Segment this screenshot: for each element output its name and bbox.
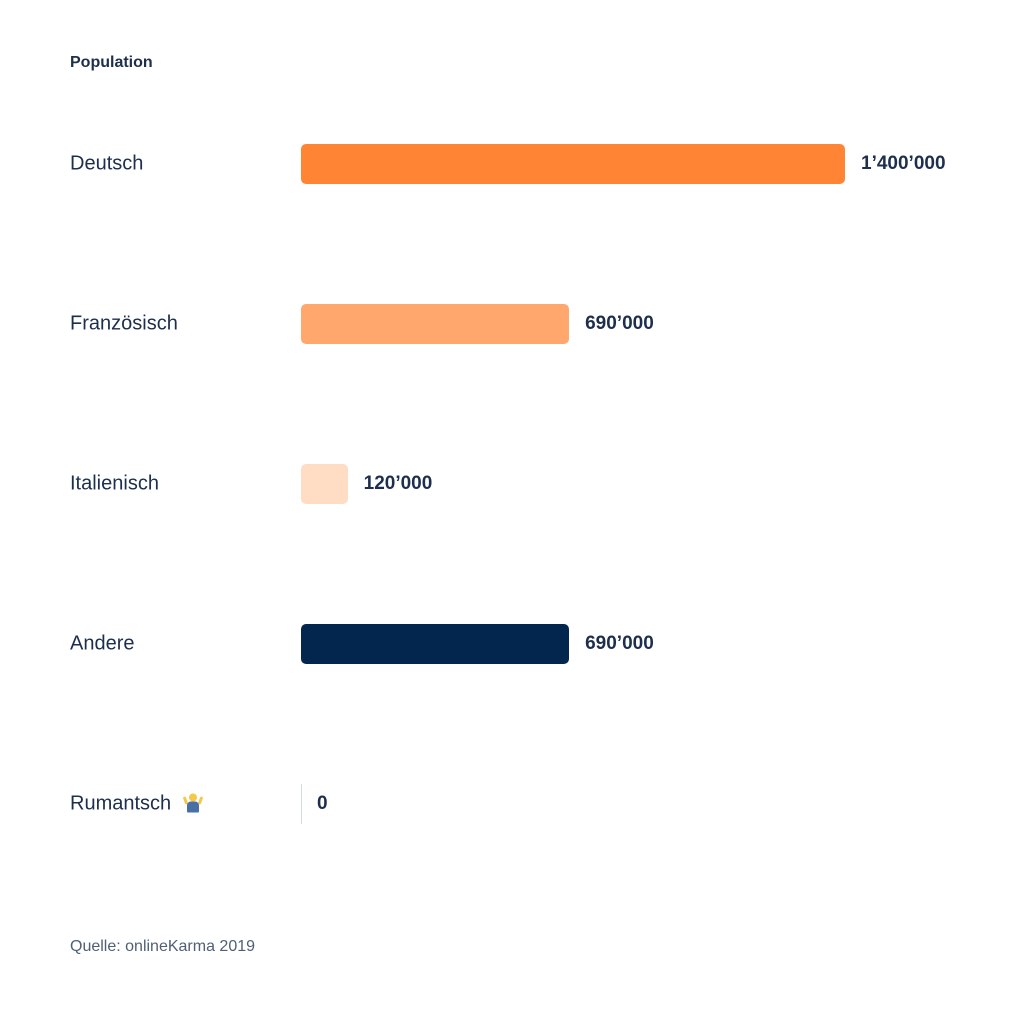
category-label: Italienisch xyxy=(70,472,159,495)
category-label: Französisch xyxy=(70,312,178,335)
bar-italienisch xyxy=(301,464,348,504)
bar-row-italienisch xyxy=(0,464,1024,504)
chart-title: Population xyxy=(70,54,153,71)
value-label: 0 xyxy=(317,793,328,814)
category-label xyxy=(70,793,203,816)
bar-deutsch xyxy=(301,144,845,184)
category-label-text: Rumantsch xyxy=(70,792,172,815)
category-label: Deutsch xyxy=(70,152,144,175)
value-label: 690’000 xyxy=(585,313,654,334)
source-note: Quelle: onlineKarma 2019 xyxy=(70,938,256,955)
bar-row-deutsch xyxy=(0,144,1024,184)
value-label: 690’000 xyxy=(585,633,654,654)
bar-row-andere xyxy=(0,624,1024,664)
value-label: 120’000 xyxy=(363,473,433,494)
value-label: 1’400’000 xyxy=(861,153,946,174)
bar-franzoesisch xyxy=(301,304,569,344)
category-label: Andere xyxy=(70,632,135,655)
person-shrugging-icon xyxy=(183,793,203,813)
bar-rumantsch-baseline xyxy=(301,784,302,824)
bar-row-rumantsch xyxy=(0,784,1024,824)
bar-row-franzoesisch xyxy=(0,304,1024,344)
bar-andere xyxy=(301,624,569,664)
